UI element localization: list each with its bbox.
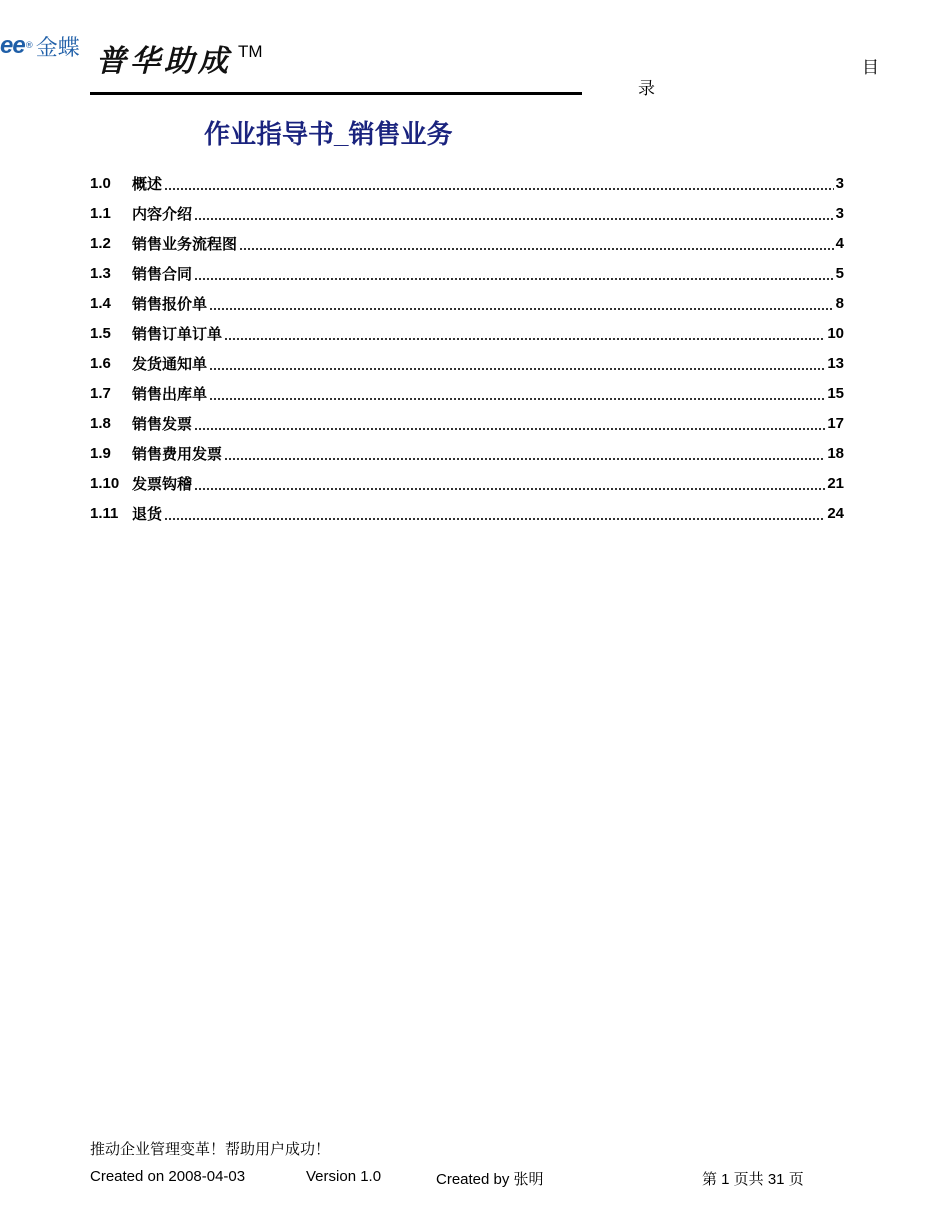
footer-created-by — [436, 1168, 544, 1189]
toc-number: 1.7 — [90, 384, 111, 402]
toc-page-number: 17 — [827, 414, 844, 432]
table-of-contents — [90, 168, 844, 528]
toc-number: 1.0 — [90, 174, 111, 192]
toc-entry[interactable] — [90, 408, 844, 438]
toc-page-number: 21 — [827, 474, 844, 492]
toc-label: 内容介绍 — [132, 205, 193, 223]
toc-number: 1.6 — [90, 354, 111, 372]
toc-leader — [164, 506, 825, 521]
toc-leader — [224, 326, 825, 341]
toc-page-number: 15 — [827, 384, 844, 402]
toc-page-number: 13 — [827, 354, 844, 372]
footer-created-by-label: Created by — [436, 1171, 514, 1188]
toc-label: 销售订单订单 — [132, 325, 223, 343]
toc-label: 销售合同 — [132, 265, 193, 283]
toc-entry[interactable] — [90, 168, 844, 198]
toc-label: 销售费用发票 — [132, 445, 223, 463]
toc-leader — [194, 206, 834, 221]
toc-leader — [209, 356, 825, 371]
toc-leader — [224, 446, 825, 461]
toc-label: 销售业务流程图 — [132, 235, 238, 253]
toc-number: 1.3 — [90, 264, 111, 282]
brand-name: 普华助成 — [96, 44, 232, 79]
toc-entry[interactable] — [90, 348, 844, 378]
toc-leader — [194, 416, 825, 431]
toc-number: 1.4 — [90, 294, 111, 312]
toc-page-number: 3 — [835, 174, 844, 192]
toc-entry[interactable] — [90, 468, 844, 498]
footer-created-on: Created on 2008-04-03 — [90, 1168, 246, 1185]
toc-entry[interactable] — [90, 318, 844, 348]
toc-leader — [209, 386, 825, 401]
toc-page-number: 10 — [827, 324, 844, 342]
toc-label: 发货通知单 — [132, 355, 208, 373]
toc-page-number: 3 — [835, 204, 844, 222]
toc-label: 销售出库单 — [132, 385, 208, 403]
toc-leader — [194, 266, 834, 281]
header-contents-char-2: 录 — [638, 79, 655, 99]
logo-chinese-text: 金蝶 — [35, 35, 80, 61]
footer-author-name: 张明 — [513, 1170, 544, 1188]
toc-label: 销售发票 — [132, 415, 193, 433]
toc-entry[interactable] — [90, 228, 844, 258]
toc-leader — [194, 476, 825, 491]
toc-label: 退货 — [132, 505, 163, 523]
toc-page-number: 4 — [835, 234, 844, 252]
footer-page-info: 第 1 页共 31 页 — [702, 1171, 804, 1188]
toc-number: 1.9 — [90, 444, 111, 462]
toc-number: 1.8 — [90, 414, 111, 432]
toc-entry[interactable] — [90, 258, 844, 288]
toc-label: 发票钩稽 — [132, 475, 193, 493]
footer-version: Version 1.0 — [306, 1168, 382, 1185]
toc-page-number: 18 — [827, 444, 844, 462]
toc-number: 1.10 — [90, 474, 120, 492]
toc-page-number: 24 — [827, 504, 844, 522]
document-title: 作业指导书_销售业务 — [204, 119, 453, 149]
header-divider — [90, 92, 582, 95]
toc-leader — [164, 176, 834, 191]
toc-label: 概述 — [132, 175, 163, 193]
toc-entry[interactable] — [90, 498, 844, 528]
toc-page-number: 8 — [835, 294, 844, 312]
header-contents-char-1: 目 — [862, 58, 879, 78]
toc-entry[interactable] — [90, 288, 844, 318]
logo-latin-text: ee — [0, 32, 25, 59]
toc-entry[interactable] — [90, 198, 844, 228]
brand-header — [96, 36, 263, 80]
footer-slogan: 推动企业管理变革！帮助用户成功！ — [90, 1140, 331, 1158]
toc-page-number: 5 — [835, 264, 844, 282]
kingdee-logo — [0, 30, 80, 62]
toc-label: 销售报价单 — [132, 295, 208, 313]
toc-leader — [209, 296, 834, 311]
toc-entry[interactable] — [90, 378, 844, 408]
toc-number: 1.11 — [90, 504, 119, 522]
toc-number: 1.5 — [90, 324, 111, 342]
toc-leader — [239, 236, 834, 251]
trademark-mark: TM — [238, 42, 263, 61]
toc-entry[interactable] — [90, 438, 844, 468]
toc-number: 1.2 — [90, 234, 111, 252]
logo-registered-mark: ® — [24, 41, 34, 51]
toc-number: 1.1 — [90, 204, 111, 222]
